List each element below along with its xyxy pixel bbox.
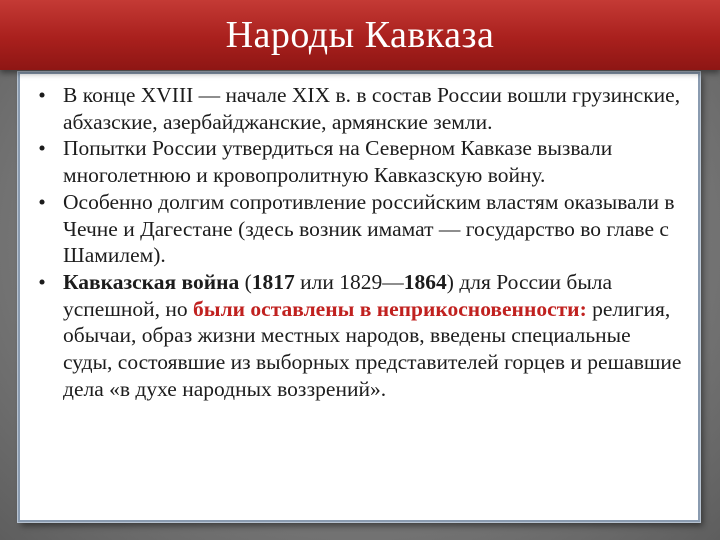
bullet-dot-icon: •: [38, 189, 46, 214]
bullet-dot-icon: •: [38, 136, 46, 161]
bullet-text-highlight: были оставлены в неприкосновенности:: [193, 296, 587, 321]
bullet-item-3: [30, 189, 684, 269]
bullet-text-year-start: 1817: [251, 269, 295, 294]
bullet-text-segment: (: [239, 269, 252, 294]
content-panel: [18, 72, 700, 522]
bullet-item-2: [30, 135, 684, 188]
bullet-dot-icon: •: [38, 269, 46, 294]
bullet-item-4: [30, 269, 684, 403]
bullet-text-segment: или 1829—: [294, 269, 404, 294]
bullet-text-year-end: 1864: [403, 269, 447, 294]
bullet-text: В конце XVIII — начале XIX в. в состав России вошли грузинские, абхазские, азербайджанские, армянские земли.: [63, 83, 681, 134]
title-bar: [0, 0, 720, 70]
bullet-text-war-term: Кавказская война: [63, 269, 240, 294]
bullet-text-segment: религия, обычаи, образ жизни местных народов, введены специальные суды, состоявшие из выборных представителей горцев и решавшие дела «в духе народных воззрений».: [63, 296, 682, 401]
bullet-dot-icon: •: [38, 83, 46, 107]
bullet-text-segment: ) для России была успешной, но: [63, 269, 613, 321]
bullet-list: [20, 74, 698, 402]
bullet-text: Особенно долгим сопротивление российским властям оказывали в Чечне и Дагестане (здесь возник имамат — государство во главе с Шамилем).: [63, 189, 675, 268]
bullet-item-1: [30, 82, 684, 135]
slide-title: Народы Кавказа: [225, 14, 495, 56]
bullet-text: Попытки России утвердиться на Северном Кавказе вызвали многолетнюю и кровопролитную Кавказскую войну.: [63, 136, 613, 188]
